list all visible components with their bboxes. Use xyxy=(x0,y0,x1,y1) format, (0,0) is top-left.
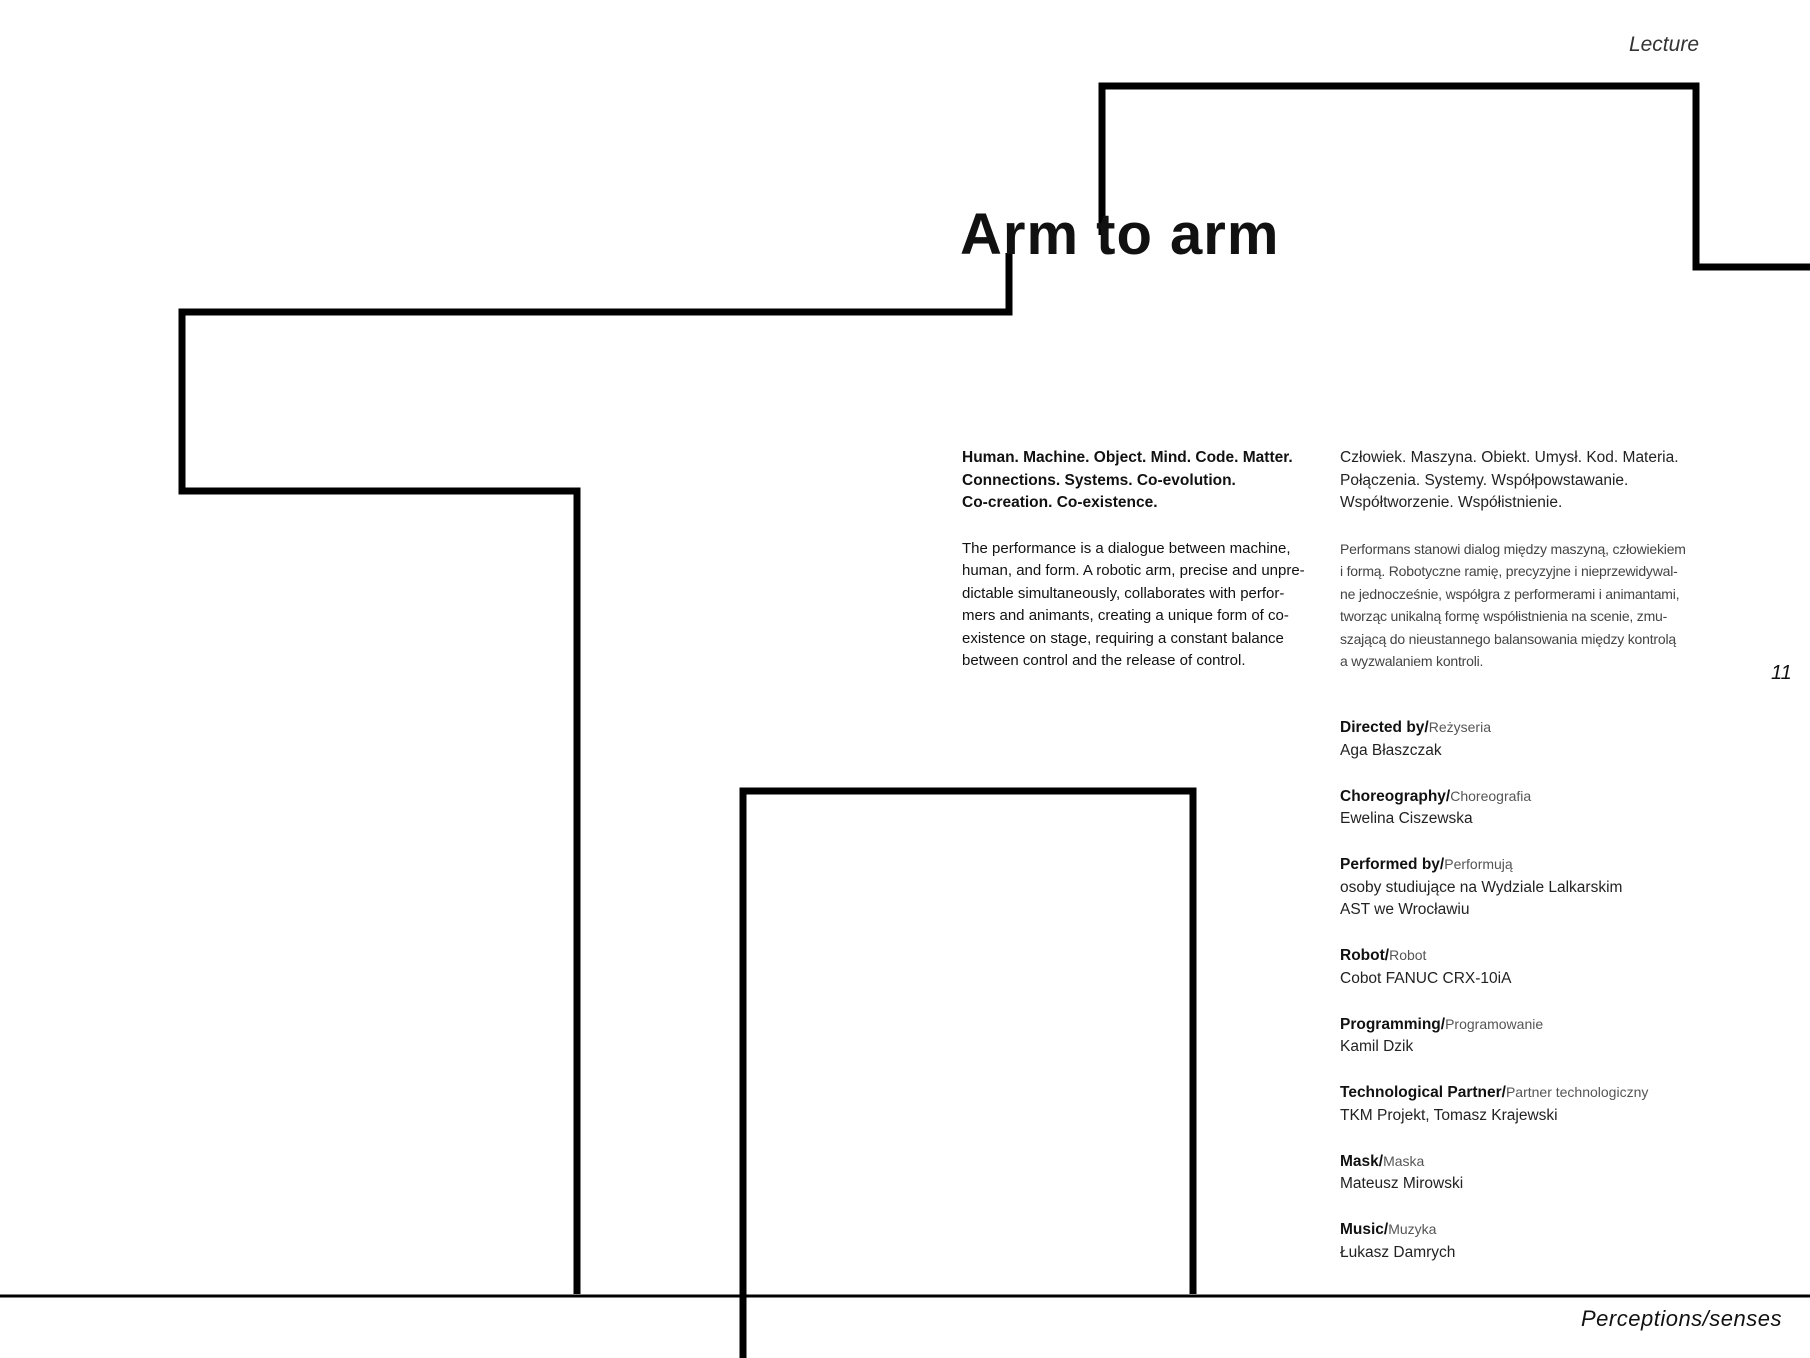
credit-role-pl: Choreografia xyxy=(1450,787,1532,804)
credit-name: osoby studiujące na Wydziale Lalkarskim AST we Wrocławiu xyxy=(1340,878,1623,918)
credit-name: TKM Projekt, Tomasz Krajewski xyxy=(1340,1106,1558,1124)
tagline-line: Połączenia. Systemy. Współpowstawanie. xyxy=(1340,471,1629,489)
description-line: a wyzwalaniem kontroli. xyxy=(1340,653,1484,669)
description-line: Performans stanowi dialog między maszyną, człowiekiem xyxy=(1340,540,1686,557)
credit-tech-partner xyxy=(1340,1081,1740,1127)
credit-role-en: Programming/ xyxy=(1340,1015,1446,1033)
polish-description xyxy=(1340,538,1710,673)
tagline-line: Człowiek. Maszyna. Obiekt. Umysł. Kod. Materia. xyxy=(1340,449,1679,466)
description-line: ne jednocześnie, współgra z performerami i animantami, xyxy=(1340,585,1680,602)
left-stepped-line xyxy=(182,253,1009,1294)
credit-role-pl: Partner technologiczny xyxy=(1505,1084,1649,1100)
page-number: 11 xyxy=(1771,662,1792,684)
credit-name: Mateusz Mirowski xyxy=(1340,1175,1464,1192)
credit-choreography xyxy=(1340,785,1740,831)
credit-performers xyxy=(1340,853,1740,922)
tagline-line: Human. Machine. Object. Mind. Code. Matter. xyxy=(962,449,1293,466)
page-title: Arm to arm xyxy=(960,202,1280,267)
description-line: human, and form. A robotic arm, precise and unpre- xyxy=(962,562,1305,579)
credit-role-en: Performed by/ xyxy=(1340,856,1445,873)
credit-name: Kamil Dzik xyxy=(1340,1038,1414,1055)
english-description xyxy=(962,538,1337,673)
tagline-line: Współtworzenie. Współistnienie. xyxy=(1340,494,1563,511)
credit-role-en: Mask/ xyxy=(1340,1152,1384,1170)
credit-role-pl: Muzyka xyxy=(1388,1221,1437,1237)
section-label: Lecture xyxy=(1628,33,1699,56)
credits-list xyxy=(1340,716,1740,1287)
credit-role-en: Choreography/ xyxy=(1340,787,1451,805)
center-frame-line xyxy=(743,791,1193,1358)
english-tagline xyxy=(962,447,1337,515)
credit-name: Cobot FANUC CRX-10iA xyxy=(1340,969,1512,987)
credit-role-en: Music/ xyxy=(1340,1221,1389,1238)
description-line: i formą. Robotyczne ramię, precyzyjne i nieprzewidywal- xyxy=(1340,563,1678,579)
english-column xyxy=(962,447,1337,673)
description-line: between control and the release of control. xyxy=(962,652,1246,669)
credit-director xyxy=(1340,716,1740,762)
credit-role-en: Technological Partner/ xyxy=(1340,1084,1506,1101)
description-line: existence on stage, requiring a constant balance xyxy=(962,629,1284,647)
credit-role-pl: Programowanie xyxy=(1445,1015,1544,1032)
credit-name: Aga Błaszczak xyxy=(1340,741,1442,759)
description-line: szającą do nieustannego balansowania między kontrolą xyxy=(1340,630,1676,647)
credit-name: Ewelina Ciszewska xyxy=(1340,810,1473,827)
credit-role-pl: Robot xyxy=(1389,947,1427,963)
credit-role-pl: Maska xyxy=(1383,1152,1425,1169)
credit-mask xyxy=(1340,1150,1740,1196)
description-line: The performance is a dialogue between machine, xyxy=(962,539,1291,557)
tagline-line: Co-creation. Co-existence. xyxy=(962,494,1158,511)
footer-label: Perceptions/senses xyxy=(1581,1306,1782,1331)
tagline-line: Connections. Systems. Co-evolution. xyxy=(962,471,1236,489)
credit-role-pl: Performują xyxy=(1444,856,1513,872)
credit-role-en: Robot/ xyxy=(1340,947,1390,964)
credit-name: Łukasz Damrych xyxy=(1340,1243,1456,1261)
polish-tagline xyxy=(1340,447,1710,515)
credit-robot xyxy=(1340,944,1740,990)
polish-column xyxy=(1340,447,1710,673)
credit-role-en: Directed by/ xyxy=(1340,719,1429,736)
credit-music xyxy=(1340,1218,1740,1264)
credit-role-pl: Reżyseria xyxy=(1428,719,1491,735)
description-line: mers and animants, creating a unique form of co- xyxy=(962,607,1289,624)
description-line: dictable simultaneously, collaborates with perfor- xyxy=(962,584,1285,602)
description-line: tworząc unikalną formę współistnienia na scenie, zmu- xyxy=(1340,608,1668,624)
credit-programming xyxy=(1340,1013,1740,1059)
